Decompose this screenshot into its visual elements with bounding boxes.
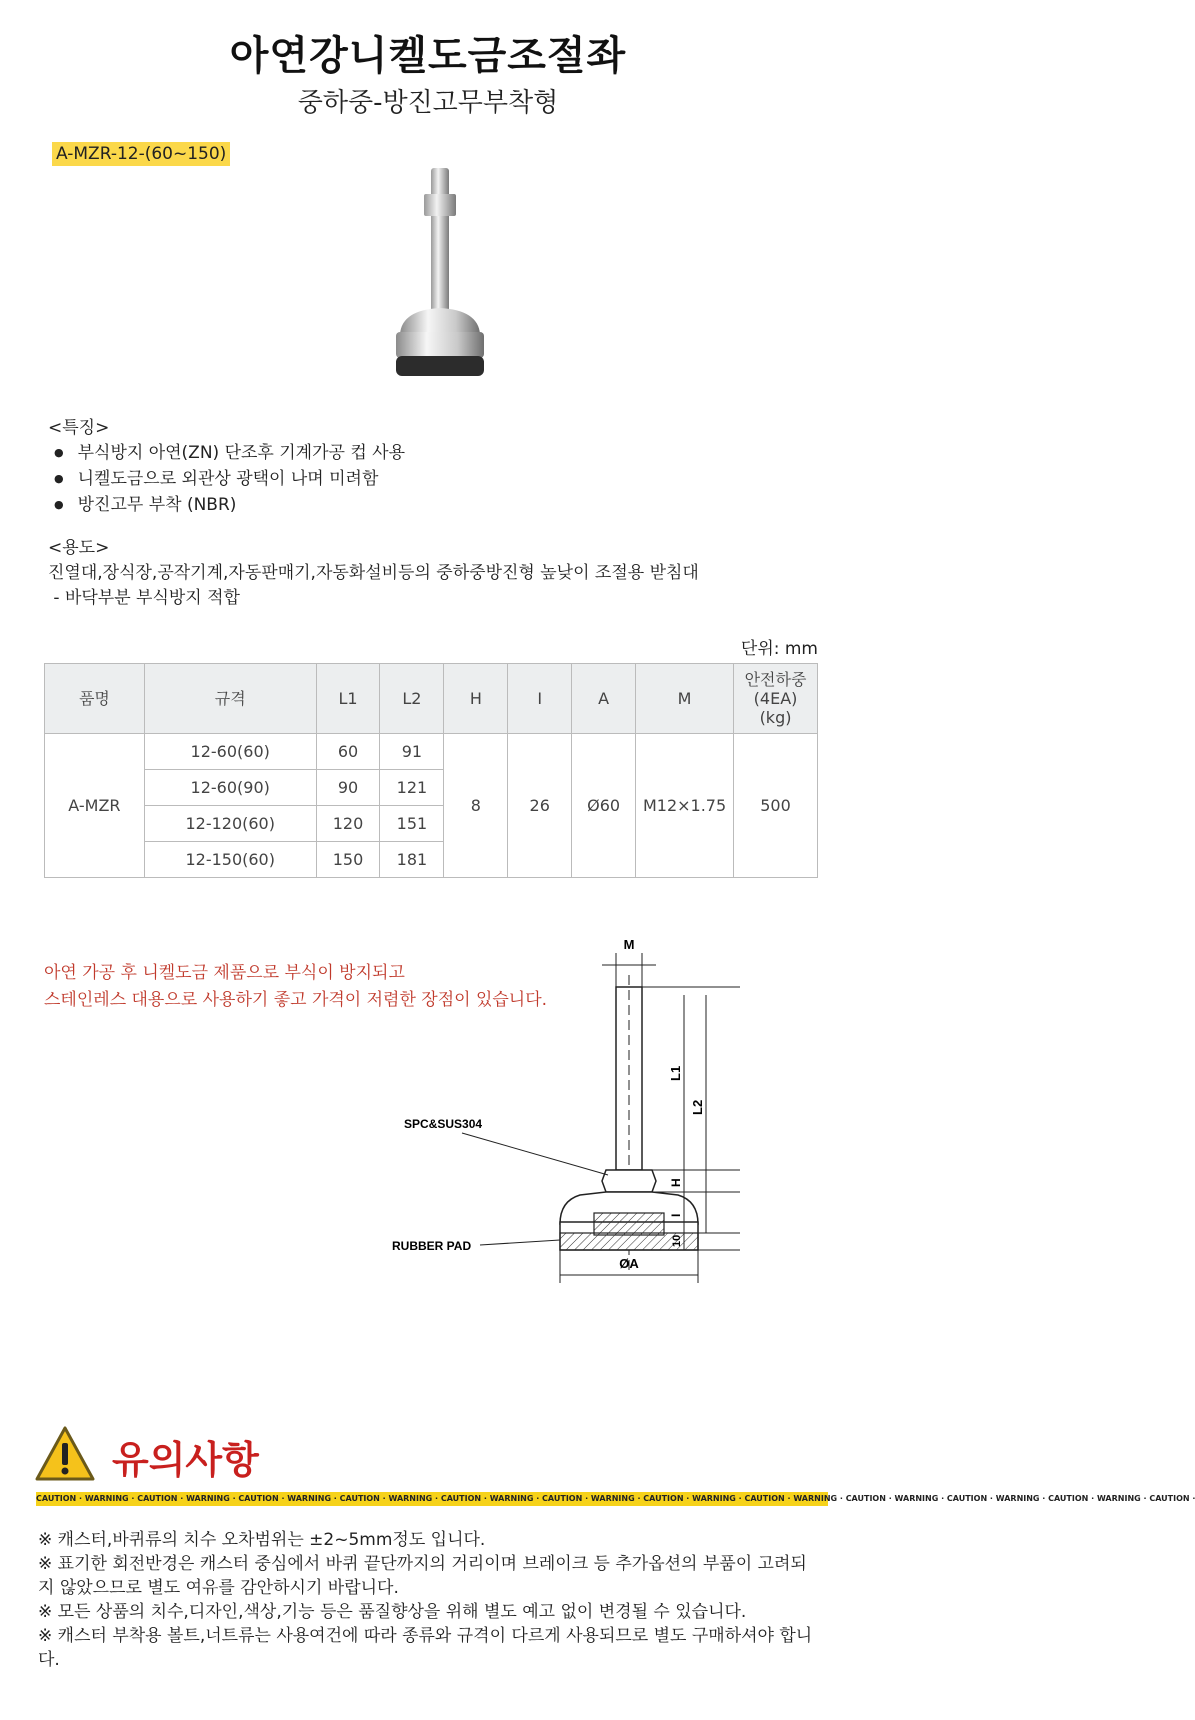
header-load	[734, 664, 818, 734]
page-title: 아연강니켈도금조절좌	[229, 33, 627, 79]
cell-i: 26	[508, 734, 572, 878]
cell-l1: 90	[316, 770, 380, 806]
dim-a: ØA	[619, 1256, 639, 1271]
dim-l2: L2	[690, 1099, 705, 1115]
dim-h: H	[669, 1178, 683, 1187]
cell-l1: 60	[316, 734, 380, 770]
feature-item: ● 니켈도금으로 외관상 광택이 나며 미려함	[48, 467, 405, 493]
note-item: ※ 표기한 회전반경은 캐스터 중심에서 바퀴 끝단까지의 거리이며 브레이크 등 추가옵션의 부품이 고려되지 않았으므로 별도 여유를 감안하시기 바랍니다.	[38, 1554, 807, 1598]
model-tag: A-MZR-12-(60~150)	[52, 142, 230, 166]
header-l1: L1	[316, 664, 380, 734]
cell-spec: 12-120(60)	[144, 806, 316, 842]
technical-drawing	[380, 935, 800, 1375]
feature-item: ● 부식방지 아연(ZN) 단조후 기계가공 컵 사용	[48, 441, 405, 467]
note-item: ※ 모든 상품의 치수,디자인,색상,기능 등은 품질향상을 위해 별도 예고 없이 변경될 수 있습니다.	[38, 1602, 747, 1622]
warning-icon	[34, 1425, 96, 1483]
cell-l2: 181	[380, 842, 444, 878]
dim-i: I	[669, 1213, 683, 1217]
cell-spec: 12-60(60)	[144, 734, 316, 770]
usage-heading: <용도>	[48, 538, 110, 558]
header-i: I	[508, 664, 572, 734]
cell-a: Ø60	[572, 734, 636, 878]
cell-l2: 91	[380, 734, 444, 770]
cell-model: A-MZR	[45, 734, 145, 878]
cell-m: M12×1.75	[636, 734, 734, 878]
cell-spec: 12-60(90)	[144, 770, 316, 806]
cell-h: 8	[444, 734, 508, 878]
product-photo	[370, 162, 510, 398]
table-header-row	[45, 664, 818, 734]
notes-section	[38, 1528, 822, 1672]
usage-line: 진열대,장식장,공작기계,자동판매기,자동화설비등의 중하중방진형 높낮이 조절용 받침대	[48, 563, 699, 583]
notice-line: 아연 가공 후 니켈도금 제품으로 부식이 방지되고	[44, 963, 405, 983]
table-row	[45, 734, 818, 770]
header-h: H	[444, 664, 508, 734]
cell-l2: 151	[380, 806, 444, 842]
cell-l1: 150	[316, 842, 380, 878]
features-heading: <특징>	[48, 418, 110, 438]
material-label: SPC&SUS304	[404, 1117, 483, 1131]
unit-label: 단위: mm	[740, 639, 818, 659]
cell-load: 500	[734, 734, 818, 878]
usage-section	[48, 536, 699, 611]
spec-table	[44, 663, 818, 878]
dim-m: M	[623, 937, 635, 952]
header-load-line1: 안전하중	[744, 670, 807, 689]
features-section	[48, 416, 405, 519]
feature-item: ● 방진고무 부착 (NBR)	[48, 493, 405, 519]
cell-l2: 121	[380, 770, 444, 806]
caution-title: 유의사항	[112, 1438, 259, 1482]
cell-l1: 120	[316, 806, 380, 842]
header-m: M	[636, 664, 734, 734]
dim-l1: L1	[668, 1065, 683, 1081]
usage-line: - 바닥부분 부식방지 적합	[48, 588, 240, 608]
header-load-line3: (kg)	[759, 708, 792, 727]
page-subtitle: 중하중-방진고무부착형	[297, 88, 559, 118]
header-model: 품명	[45, 664, 145, 734]
rubber-pad-label: RUBBER PAD	[392, 1239, 472, 1253]
header-a: A	[572, 664, 636, 734]
cell-spec: 12-150(60)	[144, 842, 316, 878]
note-item: ※ 캐스터 부착용 볼트,너트류는 사용여건에 따라 종류와 규격이 다르게 사용되므로 별도 구매하셔야 합니다.	[38, 1626, 813, 1670]
header-load-line2: (4EA)	[753, 689, 798, 708]
note-item: ※ 캐스터,바퀴류의 치수 오차범위는 ±2~5mm정도 입니다.	[38, 1530, 486, 1550]
dim-10: 10	[671, 1234, 683, 1247]
caution-strip: CAUTION · WARNING · CAUTION · WARNING · CAUTION · WARNING · CAUTION · WARNING · CAUTION · WARNING · CAUTION · WARNING · CAUTION · WARNING · CAUTION · WARNING · CAUTION · WARNING · CAUTION · WARNING · CAUTION · WARNING · CAUTION ·	[36, 1492, 828, 1506]
header-l2: L2	[380, 664, 444, 734]
header-spec: 규격	[144, 664, 316, 734]
notice-line: 스테인레스 대용으로 사용하기 좋고 가격이 저렴한 장점이 있습니다.	[44, 990, 548, 1010]
